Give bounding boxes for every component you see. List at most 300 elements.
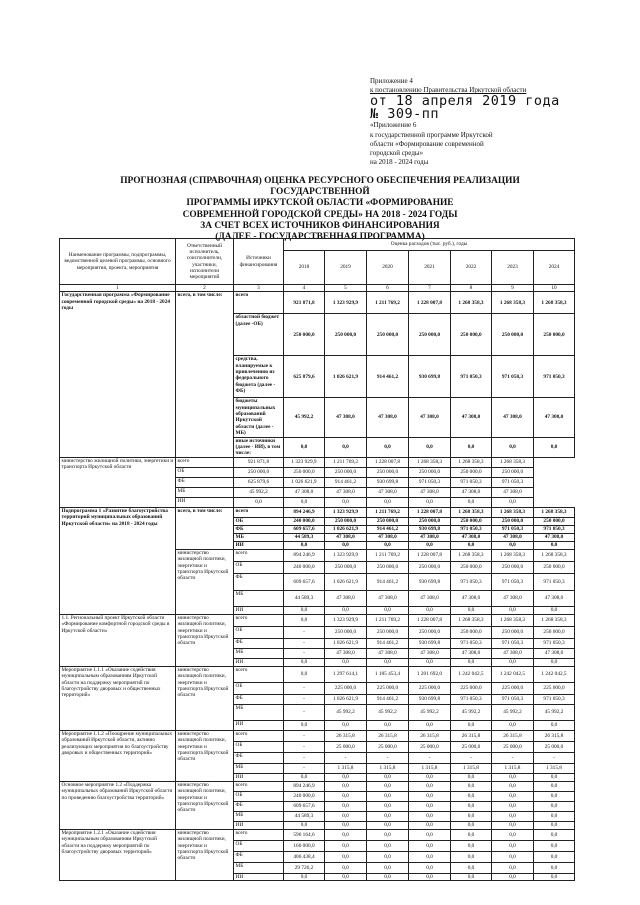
table-row <box>60 666 575 682</box>
header-year: 2018 <box>284 251 325 285</box>
value-cell: 0,0 <box>534 541 575 549</box>
value-cell: 47 308,0 <box>367 487 409 497</box>
value-cell: 971 050,3 <box>534 525 575 533</box>
value-cell: 0,0 <box>534 437 575 457</box>
value-cell: 1 026 621,9 <box>325 694 367 704</box>
value-cell: - <box>534 752 575 763</box>
value-cell: 1 026 621,9 <box>325 573 367 590</box>
value-cell: 1 211 769,2 <box>325 457 367 467</box>
value-cell: 0,0 <box>534 658 575 666</box>
value-cell: - <box>409 752 451 763</box>
value-cell: 225 000,0 <box>534 682 575 694</box>
value-cell: 25 000,0 <box>451 741 492 752</box>
appendix-line-6: к государственной программе Иркутской <box>370 130 493 139</box>
value-cell: 250 000,0 <box>492 467 534 477</box>
source-cell: ОБ <box>176 467 234 477</box>
appendix-number: № 309-пп <box>370 106 440 123</box>
value-cell: 1 185 453,4 <box>367 666 409 682</box>
value-cell: 26 315,8 <box>409 730 451 741</box>
value-cell: 47 308,0 <box>367 398 409 437</box>
value-cell: - <box>284 730 325 741</box>
value-cell: 971 050,3 <box>492 477 534 487</box>
value-cell: 225 000,0 <box>367 682 409 694</box>
value-cell: 26 315,8 <box>534 730 575 741</box>
value-cell: 0,0 <box>534 811 575 821</box>
value-cell: - <box>284 626 325 638</box>
source-cell: средства, планируемые к привлечению из федерального бюджета (далее - ФБ) <box>234 356 284 398</box>
value-cell: 1 315,8 <box>409 763 451 773</box>
value-cell: 250 000,0 <box>409 626 451 638</box>
value-cell: 250 000,0 <box>534 561 575 573</box>
value-cell: 25 000,0 <box>367 741 409 752</box>
value-cell: 0,0 <box>325 437 367 457</box>
source-cell: ОБ <box>234 741 284 752</box>
table-row <box>60 507 575 517</box>
source-cell: ИИ <box>234 873 284 880</box>
source-cell: областной бюджет (далее -ОБ) <box>234 314 284 356</box>
value-cell: 250 000,0 <box>492 626 534 638</box>
value-cell: 26 315,8 <box>325 730 367 741</box>
source-cell: всего <box>234 507 284 517</box>
value-cell: 250 000,0 <box>367 561 409 573</box>
value-cell: 225 000,0 <box>409 682 451 694</box>
value-cell: 0,0 <box>367 658 409 666</box>
source-cell: всего <box>234 549 284 561</box>
value-cell: 0,0 <box>451 862 492 873</box>
value-cell: 0,0 <box>409 437 451 457</box>
value-cell: 47 308,0 <box>325 533 367 541</box>
value-cell: 0,0 <box>534 873 575 880</box>
value-cell: 1 268 358,3 <box>451 549 492 561</box>
value-cell: 0,0 <box>325 791 367 801</box>
value-cell: 1 315,8 <box>534 763 575 773</box>
source-cell: всего <box>234 292 284 314</box>
value-cell: 894 246,9 <box>284 549 325 561</box>
program-name-cell: Подпрограмма 1 «Развитие благоустройства территорий муниципальных образований Иркутской области» на 2018 - 2024 годы <box>60 507 176 614</box>
value-cell: 0,0 <box>534 829 575 840</box>
value-cell: 1 268 358,3 <box>451 614 492 626</box>
value-cell: 29 726,2 <box>284 862 325 873</box>
value-cell: 971 050,3 <box>451 525 492 533</box>
value-cell: 914 461,2 <box>367 573 409 590</box>
value-cell: 0,0 <box>234 497 284 507</box>
value-cell: 45 992,2 <box>492 704 534 720</box>
value-cell: 250 000,0 <box>409 517 451 525</box>
value-cell: 0,0 <box>325 541 367 549</box>
value-cell: 930 699,8 <box>409 638 451 648</box>
value-cell: 250 000,0 <box>451 517 492 525</box>
value-cell: 0,0 <box>409 840 451 851</box>
value-cell: 47 308,0 <box>492 590 534 606</box>
program-name-cell: Мероприятие 1.2.1 «Оказание содействия муниципальным образованиям Иркутской области на поддержку мероприятий по благоустройству дворовых территорий» <box>60 829 176 880</box>
value-cell: 25 000,0 <box>534 741 575 752</box>
value-cell: 1 211 769,2 <box>367 549 409 561</box>
source-cell: бюджеты муниципальных образований Иркутской области (далее - МБ) <box>234 398 284 437</box>
value-cell: 0,0 <box>325 773 367 781</box>
value-cell: 47 308,0 <box>492 648 534 658</box>
value-cell: 250 000,0 <box>492 561 534 573</box>
source-cell: ОБ <box>234 561 284 573</box>
value-cell: 930 699,8 <box>409 356 451 398</box>
source-cell: ФБ <box>176 477 234 487</box>
header-num: 4 <box>284 285 325 292</box>
header-year: 2021 <box>409 251 451 285</box>
value-cell: 1 228 007,8 <box>409 292 451 314</box>
value-cell: 1 268 358,3 <box>451 292 492 314</box>
value-cell: 47 308,0 <box>367 648 409 658</box>
value-cell: 0,0 <box>409 781 451 791</box>
value-cell: 1 268 358,3 <box>451 507 492 517</box>
value-cell: - <box>284 638 325 648</box>
value-cell: 0,0 <box>367 840 409 851</box>
executor-cell: министерство жилищной политики, энергетики и транспорта Иркутской области <box>60 457 176 507</box>
value-cell: 0,0 <box>325 811 367 821</box>
value-cell: 1 268 358,3 <box>451 457 492 467</box>
value-cell: 0,0 <box>451 773 492 781</box>
value-cell: 47 308,0 <box>492 398 534 437</box>
value-cell: 1 268 358,3 <box>492 614 534 626</box>
value-cell: 0,0 <box>492 658 534 666</box>
value-cell: 1 242 042,5 <box>492 666 534 682</box>
header-num: 5 <box>325 285 367 292</box>
value-cell: 47 308,0 <box>409 648 451 658</box>
value-cell: 0,0 <box>284 821 325 829</box>
source-cell: МБ <box>234 590 284 606</box>
value-cell: 0,0 <box>325 606 367 614</box>
value-cell: 0,0 <box>534 801 575 811</box>
value-cell: 47 308,0 <box>325 398 367 437</box>
source-cell: ФБ <box>234 851 284 862</box>
value-cell: 0,0 <box>492 773 534 781</box>
value-cell: 0,0 <box>492 821 534 829</box>
value-cell: 0,0 <box>284 666 325 682</box>
source-cell: ФБ <box>234 638 284 648</box>
value-cell: 971 050,3 <box>492 525 534 533</box>
title-line-5: (ДАЛЕЕ - ГОСУДАРСТВЕННАЯ ПРОГРАММА) <box>215 232 425 243</box>
value-cell: 47 308,0 <box>451 590 492 606</box>
value-cell: 0,0 <box>325 720 367 730</box>
value-cell: 930 699,8 <box>367 477 409 487</box>
table-body <box>60 239 575 881</box>
value-cell: 0,0 <box>409 829 451 840</box>
value-cell: 1 323 929,9 <box>325 292 367 314</box>
value-cell: 0,0 <box>451 658 492 666</box>
value-cell: 225 000,0 <box>325 682 367 694</box>
value-cell: 0,0 <box>367 851 409 862</box>
value-cell: 45 992,2 <box>451 704 492 720</box>
source-cell: ОБ <box>234 517 284 525</box>
value-cell: - <box>284 704 325 720</box>
value-cell: 1 268 358,3 <box>492 457 534 467</box>
value-cell: 971 050,3 <box>492 356 534 398</box>
value-cell: 1 268 358,3 <box>534 507 575 517</box>
value-cell: 0,0 <box>409 873 451 880</box>
value-cell: 26 315,8 <box>367 730 409 741</box>
value-cell: 250 000,0 <box>534 626 575 638</box>
value-cell: 0,0 <box>451 720 492 730</box>
executor-cell: министерство жилищной политики, энергетики и транспорта Иркутской области <box>176 781 234 829</box>
value-cell: 0,0 <box>534 840 575 851</box>
value-cell: 47 308,0 <box>534 648 575 658</box>
value-cell: 0,0 <box>451 497 492 507</box>
header-source: Источники финансирования <box>234 239 284 285</box>
value-cell: 0,0 <box>409 606 451 614</box>
value-cell: 1 026 621,9 <box>325 356 367 398</box>
value-cell: 0,0 <box>451 781 492 791</box>
value-cell: 0,0 <box>409 497 451 507</box>
program-name-cell: Мероприятие 1.1.1 «Оказание содействия муниципальным образованиям Иркутской области на поддержку мероприятий по благоустройству дворовых и общественных территорий» <box>60 666 176 730</box>
value-cell: 250 000,0 <box>325 467 367 477</box>
value-cell: 0,0 <box>534 781 575 791</box>
header-row-1 <box>60 239 575 251</box>
value-cell: 0,0 <box>451 821 492 829</box>
executor-cell: министерство жилищной политики, энергетики и транспорта Иркутской области <box>176 829 234 880</box>
header-year: 2020 <box>367 251 409 285</box>
value-cell: 1 211 769,2 <box>367 507 409 517</box>
header-num: 8 <box>451 285 492 292</box>
table-row <box>60 457 575 467</box>
value-cell: 250 000,0 <box>492 517 534 525</box>
program-name-cell: 1.1. Региональный проект Иркутской области «Формирование комфортной городской среды в Иркутской области» <box>60 614 176 666</box>
value-cell: 250 000,0 <box>451 467 492 477</box>
value-cell: 1 323 929,9 <box>325 614 367 626</box>
executor-cell: министерство жилищной политики, энергетики и транспорта Иркутской области <box>176 549 234 614</box>
value-cell: 47 308,0 <box>409 533 451 541</box>
source-cell: МБ <box>234 763 284 773</box>
value-cell: 250 000,0 <box>534 517 575 525</box>
value-cell: 0,0 <box>492 851 534 862</box>
value-cell: 894 246,9 <box>284 781 325 791</box>
value-cell: 1 211 769,2 <box>367 614 409 626</box>
value-cell: - <box>284 752 325 763</box>
value-cell: 250 000,0 <box>409 314 451 356</box>
value-cell: 250 000,0 <box>492 314 534 356</box>
value-cell: 1 242 042,5 <box>451 666 492 682</box>
value-cell: 47 308,0 <box>451 487 492 497</box>
header-num: 10 <box>534 285 575 292</box>
value-cell: 971 050,3 <box>534 356 575 398</box>
value-cell: 625 879,6 <box>234 477 284 487</box>
value-cell: 44 589,3 <box>284 811 325 821</box>
value-cell: 0,0 <box>284 541 325 549</box>
value-cell: - <box>284 741 325 752</box>
value-cell: 47 308,0 <box>325 487 367 497</box>
value-cell: 0,0 <box>325 658 367 666</box>
table-row <box>60 292 575 314</box>
source-cell: ФБ <box>234 525 284 533</box>
value-cell: 1 268 358,3 <box>492 507 534 517</box>
header-estimate: Оценка расходов (тыс. руб.), годы <box>284 239 575 251</box>
value-cell: 921 871,8 <box>284 292 325 314</box>
source-cell: ФБ <box>234 801 284 811</box>
value-cell: 0,0 <box>367 801 409 811</box>
value-cell: - <box>284 648 325 658</box>
value-cell: 0,0 <box>409 821 451 829</box>
source-cell: ОБ <box>234 840 284 851</box>
value-cell: 250 000,0 <box>325 626 367 638</box>
value-cell: 0,0 <box>492 840 534 851</box>
source-cell: ИИ <box>234 606 284 614</box>
value-cell: 47 308,0 <box>492 487 534 497</box>
value-cell: 971 050,3 <box>451 573 492 590</box>
value-cell: 0,0 <box>367 862 409 873</box>
value-cell: 971 050,3 <box>451 638 492 648</box>
value-cell: - <box>284 694 325 704</box>
value-cell: 1 297 614,1 <box>325 666 367 682</box>
source-cell: МБ <box>234 533 284 541</box>
value-cell: 894 246,9 <box>284 507 325 517</box>
value-cell: 930 699,8 <box>409 525 451 533</box>
header-year: 2024 <box>534 251 575 285</box>
source-cell: ФБ <box>234 752 284 763</box>
value-cell: 26 315,8 <box>492 730 534 741</box>
executor-cell: министерство жилищной политики, энергетики и транспорта Иркутской области <box>176 666 234 730</box>
value-cell: 0,0 <box>492 606 534 614</box>
value-cell: 0,0 <box>451 437 492 457</box>
value-cell: - <box>284 763 325 773</box>
value-cell: 1 315,8 <box>451 763 492 773</box>
appendix-line-2: к постановлению Правительства Иркутской области <box>370 86 527 95</box>
value-cell: 0,0 <box>451 541 492 549</box>
value-cell: 225 000,0 <box>451 682 492 694</box>
value-cell: 406 438,4 <box>284 851 325 862</box>
value-cell: 25 000,0 <box>409 741 451 752</box>
value-cell: 1 201 692,0 <box>409 666 451 682</box>
value-cell: 971 050,3 <box>451 477 492 487</box>
value-cell: 1 323 929,9 <box>284 457 325 467</box>
header-num: 3 <box>234 285 284 292</box>
value-cell: 1 323 929,9 <box>325 549 367 561</box>
source-cell: МБ <box>234 811 284 821</box>
value-cell: 250 000,0 <box>534 314 575 356</box>
table-row <box>60 730 575 741</box>
value-cell: 0,0 <box>325 873 367 880</box>
value-cell: - <box>367 752 409 763</box>
source-cell: ИИ <box>176 497 234 507</box>
header-num: 7 <box>409 285 451 292</box>
source-cell: МБ <box>234 862 284 873</box>
value-cell: 1 268 358,3 <box>409 457 451 467</box>
value-cell: 0,0 <box>451 873 492 880</box>
header-num: 6 <box>367 285 409 292</box>
title-line-1: ПРОГНОЗНАЯ (СПРАВОЧНАЯ) ОЦЕНКА РЕСУРСНОГО ОБЕСПЕЧЕНИЯ РЕАЛИЗАЦИИ ГОСУДАРСТВЕННОЙ <box>120 176 520 198</box>
value-cell: 0,0 <box>284 497 325 507</box>
value-cell: 1 211 769,2 <box>367 292 409 314</box>
value-cell: 1 228 007,8 <box>409 549 451 561</box>
value-cell: 25 000,0 <box>492 741 534 752</box>
value-cell: 0,0 <box>409 773 451 781</box>
value-cell: 47 308,0 <box>451 533 492 541</box>
value-cell: 0,0 <box>325 821 367 829</box>
source-cell: ИИ <box>234 773 284 781</box>
executor-cell: всего, в том числе: <box>176 292 234 458</box>
appendix-line-8: городской среды» <box>370 149 424 158</box>
value-cell: 971 050,3 <box>451 694 492 704</box>
value-cell: 0,0 <box>325 801 367 811</box>
value-cell: 47 308,0 <box>534 590 575 606</box>
title-line-3: СОВРЕМЕННОЙ ГОРОДСКОЙ СРЕДЫ» НА 2018 - 2024 ГОДЫ <box>182 209 458 220</box>
header-executor: Ответственный исполнитель, соисполнители, участники, исполнители мероприятий <box>176 239 234 285</box>
source-cell: ФБ <box>234 573 284 590</box>
value-cell: 971 050,3 <box>451 356 492 398</box>
value-cell: 26 315,8 <box>451 730 492 741</box>
value-cell: 250 000,0 <box>325 517 367 525</box>
value-cell: 971 050,3 <box>492 638 534 648</box>
source-cell: всего <box>234 666 284 682</box>
executor-cell: министерство жилищной политики, энергетики и транспорта Иркутской области <box>176 614 234 666</box>
value-cell: 0,0 <box>534 606 575 614</box>
value-cell: 971 050,3 <box>492 573 534 590</box>
value-cell: 971 050,3 <box>492 694 534 704</box>
value-cell: 0,0 <box>409 862 451 873</box>
header-program: Наименование программы, подпрограммы, ведомственной целевой программы, основного мероприятия, проекта, мероприятия <box>60 239 176 285</box>
appendix-block <box>370 77 610 167</box>
value-cell: - <box>325 752 367 763</box>
value-cell: 0,0 <box>367 781 409 791</box>
value-cell: 250 000,0 <box>451 626 492 638</box>
value-cell: 1 228 007,8 <box>409 614 451 626</box>
value-cell: 0,0 <box>367 720 409 730</box>
value-cell: 240 000,0 <box>284 561 325 573</box>
title-line-2: ПРОГРАММЫ ИРКУТСКОЙ ОБЛАСТИ «ФОРМИРОВАНИЕ <box>186 198 454 209</box>
value-cell: 47 308,0 <box>409 487 451 497</box>
value-cell: 914 461,2 <box>367 694 409 704</box>
value-cell: 0,0 <box>409 541 451 549</box>
value-cell: 0,0 <box>367 873 409 880</box>
value-cell: 47 308,0 <box>284 487 325 497</box>
value-cell: 0,0 <box>492 541 534 549</box>
value-cell: 240 000,0 <box>284 517 325 525</box>
value-cell: 0,0 <box>325 497 367 507</box>
value-cell: 0,0 <box>367 606 409 614</box>
header-num: 2 <box>176 285 234 292</box>
value-cell: 1 026 621,9 <box>325 525 367 533</box>
value-cell: 45 992,2 <box>325 704 367 720</box>
value-cell: 47 308,0 <box>492 533 534 541</box>
header-year: 2019 <box>325 251 367 285</box>
value-cell: 250 000,0 <box>367 517 409 525</box>
value-cell: 47 308,0 <box>534 398 575 437</box>
source-cell: МБ <box>234 648 284 658</box>
source-cell: ОБ <box>234 791 284 801</box>
value-cell: 0,0 <box>409 811 451 821</box>
value-cell: 47 308,0 <box>451 648 492 658</box>
value-cell: 250 000,0 <box>367 314 409 356</box>
source-cell: ИИ <box>234 541 284 549</box>
value-cell: 971 050,3 <box>409 477 451 487</box>
value-cell: 0,0 <box>367 791 409 801</box>
value-cell: 0,0 <box>492 801 534 811</box>
value-cell: 914 461,2 <box>367 356 409 398</box>
value-cell: 0,0 <box>284 614 325 626</box>
header-year: 2022 <box>451 251 492 285</box>
source-cell: ИИ <box>234 720 284 730</box>
value-cell: 47 308,0 <box>409 590 451 606</box>
value-cell: 1 323 929,9 <box>325 507 367 517</box>
table-row <box>60 829 575 840</box>
value-cell: 0,0 <box>451 811 492 821</box>
value-cell: 250 000,0 <box>367 626 409 638</box>
value-cell: 1 026 621,9 <box>284 477 325 487</box>
value-cell: 45 992,2 <box>409 704 451 720</box>
value-cell: 1 268 358,3 <box>492 549 534 561</box>
value-cell: 0,0 <box>492 437 534 457</box>
value-cell: 47 308,0 <box>534 533 575 541</box>
title-line-4: ЗА СЧЕТ ВСЕХ ИСТОЧНИКОВ ФИНАНСИРОВАНИЯ <box>200 220 440 231</box>
value-cell: 0,0 <box>492 781 534 791</box>
value-cell: 930 699,8 <box>409 694 451 704</box>
value-cell: 250 000,0 <box>325 561 367 573</box>
